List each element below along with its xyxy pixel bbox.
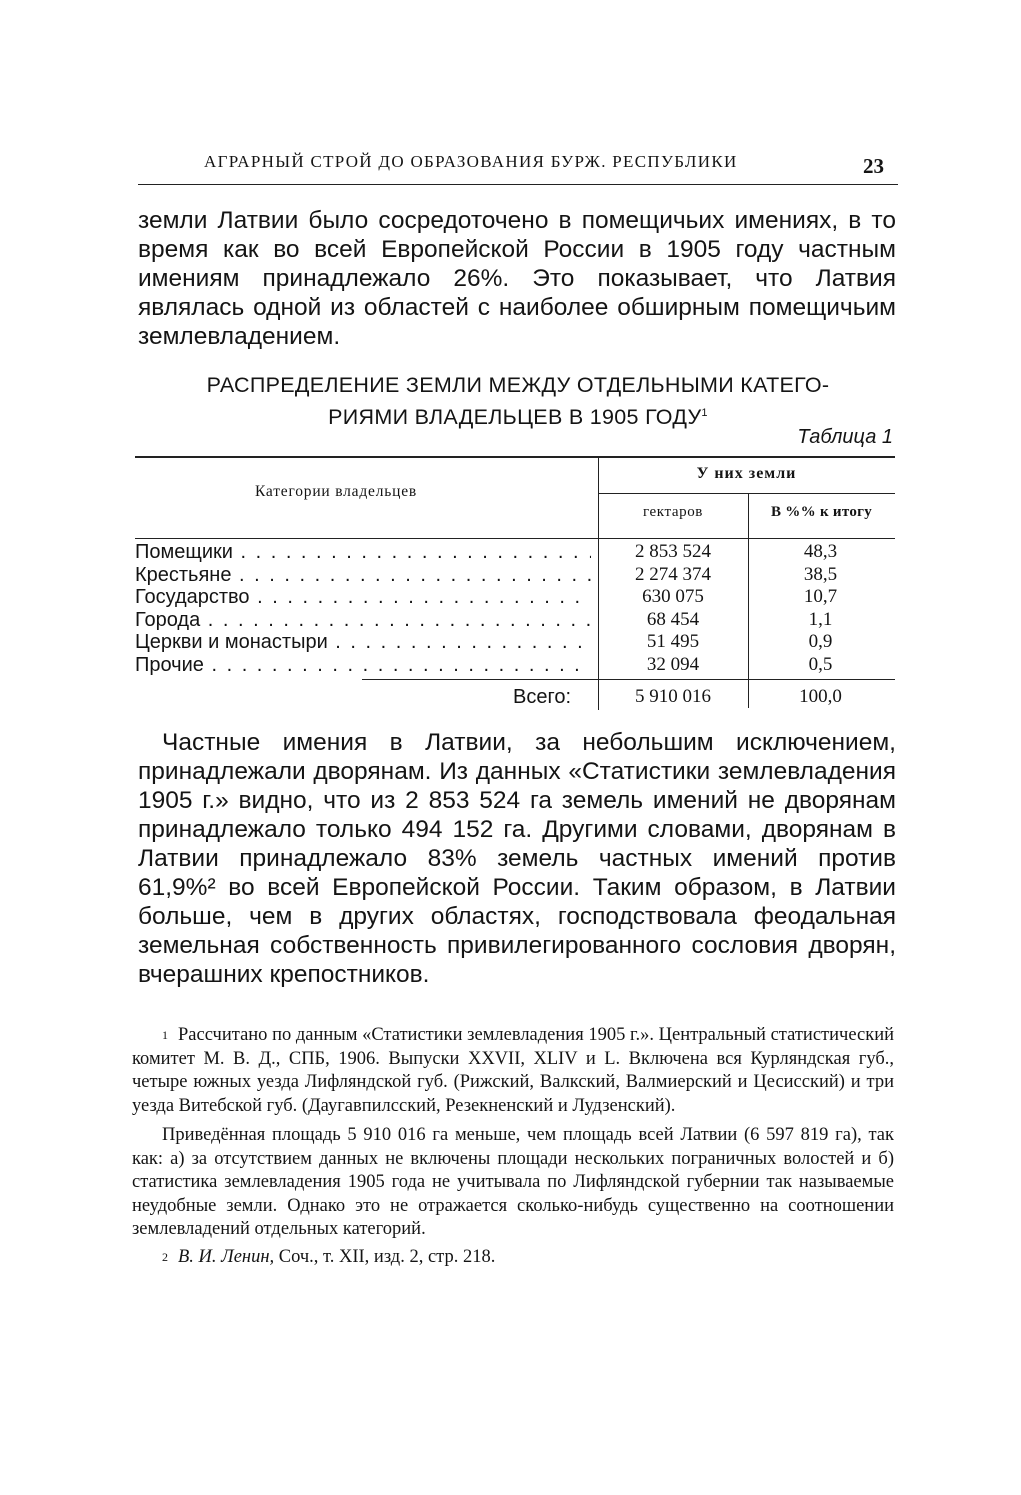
table-rule-header [135,538,895,539]
page-number: 23 [863,154,884,178]
footnote-2-reference: Соч., т. XII, изд. 2, стр. 218. [278,1246,496,1267]
row-hectares: 51 495 [646,631,700,652]
total-label: Всего: [513,686,571,708]
row-percent: 0,5 [808,653,833,675]
table-body [135,541,895,676]
column-header-hectares: гектаров [643,504,703,520]
row-hectares: 32 094 [646,653,700,675]
row-category: Церкви и монастыри . . . [135,631,591,653]
row-percent: 1,1 [808,608,833,630]
table-label: Таблица 1 [797,426,893,448]
row-category: Помещики . . . [135,541,591,563]
row-hectares: 68 454 [646,608,700,630]
row-hectares: 2 853 524 [635,541,711,562]
footnote-2 [132,1246,894,1270]
footnote-1 [132,1024,894,1118]
footnote-1-paragraph-2: Приведённая площадь 5 910 016 га меньше, чем площадь всей Латвии (6 597 819 га), так как: а) за отсутствием данных не включены площади нескольких пограничных волостей и б) статистика землевладения 1905 года не учитывала по Лифляндской губернии так называемые неудобные земли. Однако это не отражается сколько-нибудь существенно на соотношении землевладений отдельных категорий. [132,1125,894,1239]
land-distribution-table [135,456,895,710]
table-heading-line-2: РИЯМИ ВЛАДЕЛЬЦЕВ В 1905 ГОДУ [328,405,702,430]
total-hectares: 5 910 016 [635,686,711,707]
row-hectares: 2 274 374 [635,563,711,585]
table-row [135,609,895,632]
table-row [135,631,895,654]
footnote-1-mark: 1 [162,1028,168,1042]
table-heading [148,371,888,431]
column-header-category: Категории владельцев [255,483,417,500]
table-rule-total [362,679,895,680]
row-category: Города . . . [135,609,591,631]
table-rule-subheader [598,493,895,494]
footnote-2-mark: 2 [162,1249,168,1264]
running-header [138,148,898,185]
row-percent: 38,5 [803,563,838,585]
row-hectares: 630 075 [642,586,704,607]
column-header-percent: В %% к итогу [770,504,873,520]
table-row [135,541,895,564]
column-header-land: У них земли [696,465,797,482]
table-heading-line-1: РАСПРЕДЕЛЕНИЕ ЗЕМЛИ МЕЖДУ ОТДЕЛЬНЫМИ КАТЕГО- [206,373,830,397]
footnote-2-author: В. И. Ленин, [178,1246,275,1267]
running-header-title: АГРАРНЫЙ СТРОЙ ДО ОБРАЗОВАНИЯ БУРЖ. РЕСПУБЛИКИ [204,152,738,171]
table-heading-footnote-mark: 1 [701,407,708,419]
row-category: Крестьяне . . . [135,564,591,586]
row-category: Государство . . . [135,586,591,608]
row-percent: 0,9 [808,631,833,652]
main-paragraph: Частные имения в Латвии, за небольшим исключением, принадлежали дворянам. Из данных «Статистики землевладения 1905 г.» видно, что из 2 853 524 га земель имений не дворянам принадлежало только 494 152 га. Другими словами, дворянам в Латвии принадлежало 83% земель частных имений против 61,9%² во всей Европейской России. Таким образом, в Латвии больше, чем в других областях, господствовала феодальная земельная собственность привилегированного сословия дворян, вчерашних крепостников. [138,729,896,988]
footnotes [132,1024,894,1269]
row-percent: 10,7 [803,586,838,607]
intro-paragraph: земли Латвии было сосредоточено в помещичьих имениях, в то время как во всей Европейской России в 1905 году частным имениям принадлежало 26%. Это показывает, что Латвия являлась одной из областей с наиболее обширным помещичьим землевладением. [138,207,896,350]
row-percent: 48,3 [803,541,838,562]
total-percent: 100,0 [799,686,842,707]
table-row [135,564,895,587]
footnote-1-text: Рассчитано по данным «Статистики землевладения 1905 г.». Центральный статистический комитет М. В. Д., СПБ, 1906. Выпуски XXVII, XLIV и L. Включена вся Курляндская губ., четыре южных уезда Лифляндской губ. (Рижский, Валкский, Валмиерский и Цесисский) и три уезда Витебской губ. (Даугавпилсский, Резекненский и Лудзенский). [132,1025,894,1116]
table-rule-top [135,456,895,458]
table-row [135,654,895,677]
row-category: Прочие . . . [135,654,591,676]
table-row [135,586,895,609]
